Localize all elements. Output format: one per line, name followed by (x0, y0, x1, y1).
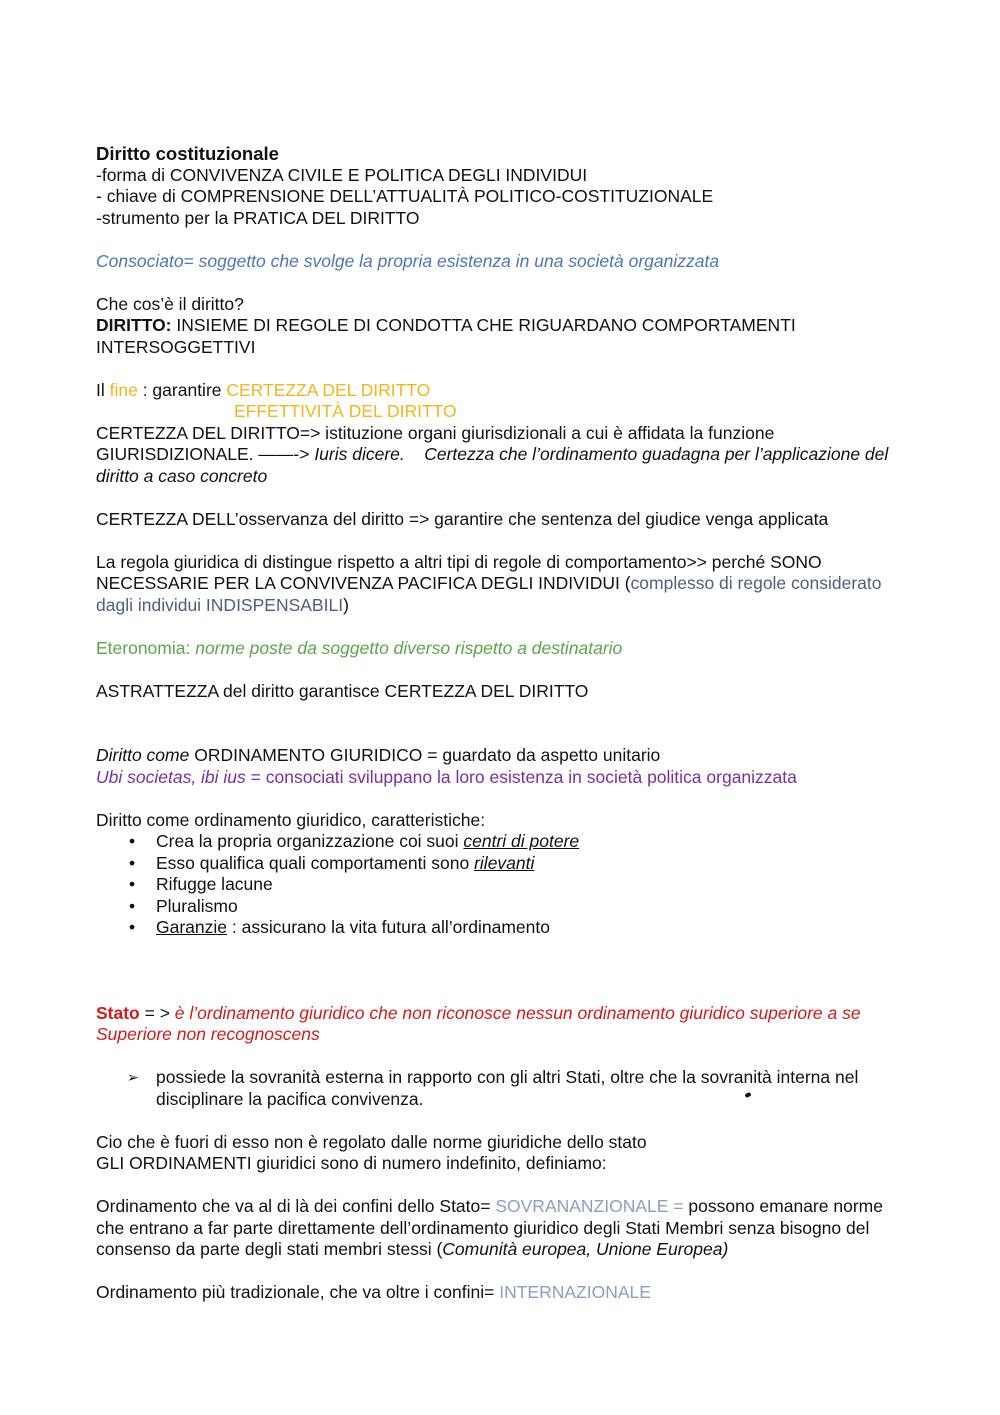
item-text: Crea la propria organizzazione coi suoi (156, 831, 464, 851)
sovranazionale-paragraph (96, 1196, 916, 1261)
certezza-italic: Certezza che l’ordinamento guadagna per l’applicazione del diritto a caso concreto (96, 444, 889, 486)
eteronomia-label: Eteronomia: (96, 637, 196, 658)
sovranazionale-term: SOVRANANZIONALE = (495, 1196, 684, 1216)
fine-line (96, 380, 916, 402)
bullet-icon: • (129, 917, 136, 937)
arrow-bullet-icon: ➢ (127, 1069, 139, 1085)
ordinamento-line (96, 745, 916, 767)
regola-text: La regola giuridica di distingue rispetto a altri tipi di regole di comportamento>> perché SONO NECESSARIE PER LA CONVIVENZA PACIFICA DEGLI INDIVIDUI ( (96, 551, 822, 593)
bullet-icon: • (129, 852, 136, 873)
stato-latin: Superiore non recognoscens (96, 1024, 320, 1044)
bullet-icon: • (129, 895, 136, 916)
fine-mid: : garantire (137, 379, 227, 400)
intro-line-1: -forma di CONVIVENZA CIVILE E POLITICA DEGLI INDIVIDUI (96, 164, 588, 185)
stato-arrow: = > (139, 1002, 175, 1023)
sovranita-list (96, 1067, 916, 1110)
question-line: Che cos’è il diritto? (96, 293, 244, 314)
fine-pre: Il (96, 379, 110, 400)
consociato-definition: Consociato= soggetto che svolge la propria esistenza in una società organizzata (96, 250, 720, 271)
fine-item-1: CERTEZZA DEL DIRITTO (226, 379, 431, 400)
list-item (96, 896, 916, 918)
ordinamenti-line: GLI ORDINAMENTI giuridici sono di numero indefinito, definiamo: (96, 1153, 607, 1173)
document-title: Diritto costituzionale (96, 143, 279, 164)
eteronomia-text: norme poste da soggetto diverso rispetto a destinatario (195, 637, 623, 658)
intro-line-2: - chiave di COMPRENSIONE DELL’ATTUALITÀ POLITICO-COSTITUZIONALE (96, 186, 714, 206)
ubi-line (96, 767, 916, 789)
diritto-definition (96, 315, 916, 358)
item-text: Pluralismo (156, 895, 238, 916)
bullet-icon: • (129, 831, 136, 851)
caratteristiche-list (96, 831, 916, 939)
iuris-dicere: Iuris dicere. (314, 444, 405, 464)
sovranazionale-italic: Comunità europea, Unione Europea) (442, 1239, 729, 1259)
certezza-spacer (405, 444, 424, 464)
document-page (96, 143, 916, 1304)
fuori-line: Cio che è fuori di esso non è regolato dalle norme giuridiche dello stato (96, 1131, 647, 1152)
ubi-text: = consociati sviluppano la loro esistenza in società politica organizzata (245, 766, 797, 787)
item-underlined: centri di potere (463, 831, 580, 851)
caratteristiche-title: Diritto come ordinamento giuridico, caratteristiche: (96, 809, 486, 830)
list-item (96, 1067, 916, 1110)
fine-item-2: EFFETTIVITÀ DEL DIRITTO (234, 401, 457, 421)
list-item (96, 917, 916, 939)
osservanza-line: CERTEZZA DELL’osservanza del diritto => garantire che sentenza del giudice venga applicata (96, 508, 829, 529)
certezza-paragraph (96, 423, 916, 488)
astrattezza-line: ASTRATTEZZA del diritto garantisce CERTEZZA DEL DIRITTO (96, 680, 589, 701)
list-item (96, 874, 916, 896)
diritto-text: INSIEME DI REGOLE DI CONDOTTA CHE RIGUARDANO COMPORTAMENTI INTERSOGGETTIVI (96, 315, 796, 357)
sovranazionale-text: possono emanare norme che entrano a far parte direttamente dell’ordinamento giuridico degli Stati Membri senza bisogno del consenso da parte degli stati membri stessi ( (96, 1196, 883, 1259)
internazionale-line (96, 1282, 916, 1304)
fine-word: fine (109, 379, 138, 400)
eteronomia-line (96, 638, 916, 660)
regola-paragraph (96, 552, 916, 617)
intro-line-3: -strumento per la PRATICA DEL DIRITTO (96, 207, 420, 228)
list-item (96, 831, 916, 853)
item-text: : assicurano la vita futura all’ordinamento (227, 917, 550, 937)
list-item (96, 853, 916, 875)
regola-close: ) (343, 594, 349, 615)
sovranita-text: possiede la sovranità esterna in rapporto con gli altri Stati, oltre che la sovranità interna nel disciplinare la pacifica convivenza. (156, 1067, 859, 1109)
stato-label: Stato (96, 1002, 140, 1023)
ubi-italic: Ubi societas, ibi ius (96, 766, 246, 787)
ordinamento-italic: Diritto come (96, 745, 190, 765)
regola-slate: complesso di regole considerato dagli individui INDISPENSABILI (96, 573, 882, 615)
item-underlined: rilevanti (474, 852, 535, 873)
ordinamento-text: ORDINAMENTO GIURIDICO = guardato da aspetto unitario (189, 745, 661, 765)
stato-definition: è l’ordinamento giuridico che non riconosce nessun ordinamento giuridico superiore a se (174, 1002, 861, 1023)
internazionale-term: INTERNAZIONALE (499, 1282, 651, 1302)
item-underlined: Garanzie (156, 917, 228, 937)
item-text: Esso qualifica quali comportamenti sono (156, 852, 475, 873)
stato-line (96, 1003, 916, 1025)
item-text: Rifugge lacune (156, 874, 273, 894)
certezza-text: CERTEZZA DEL DIRITTO=> istituzione organi giurisdizionali a cui è affidata la funzione GIURISDIZIONALE. ——-> (96, 422, 775, 464)
diritto-label: DIRITTO: (96, 315, 172, 335)
bullet-icon: • (129, 874, 136, 894)
sovranazionale-pre: Ordinamento che va al di là dei confini dello Stato= (96, 1196, 496, 1216)
internazionale-pre: Ordinamento più tradizionale, che va oltre i confini= (96, 1282, 500, 1302)
